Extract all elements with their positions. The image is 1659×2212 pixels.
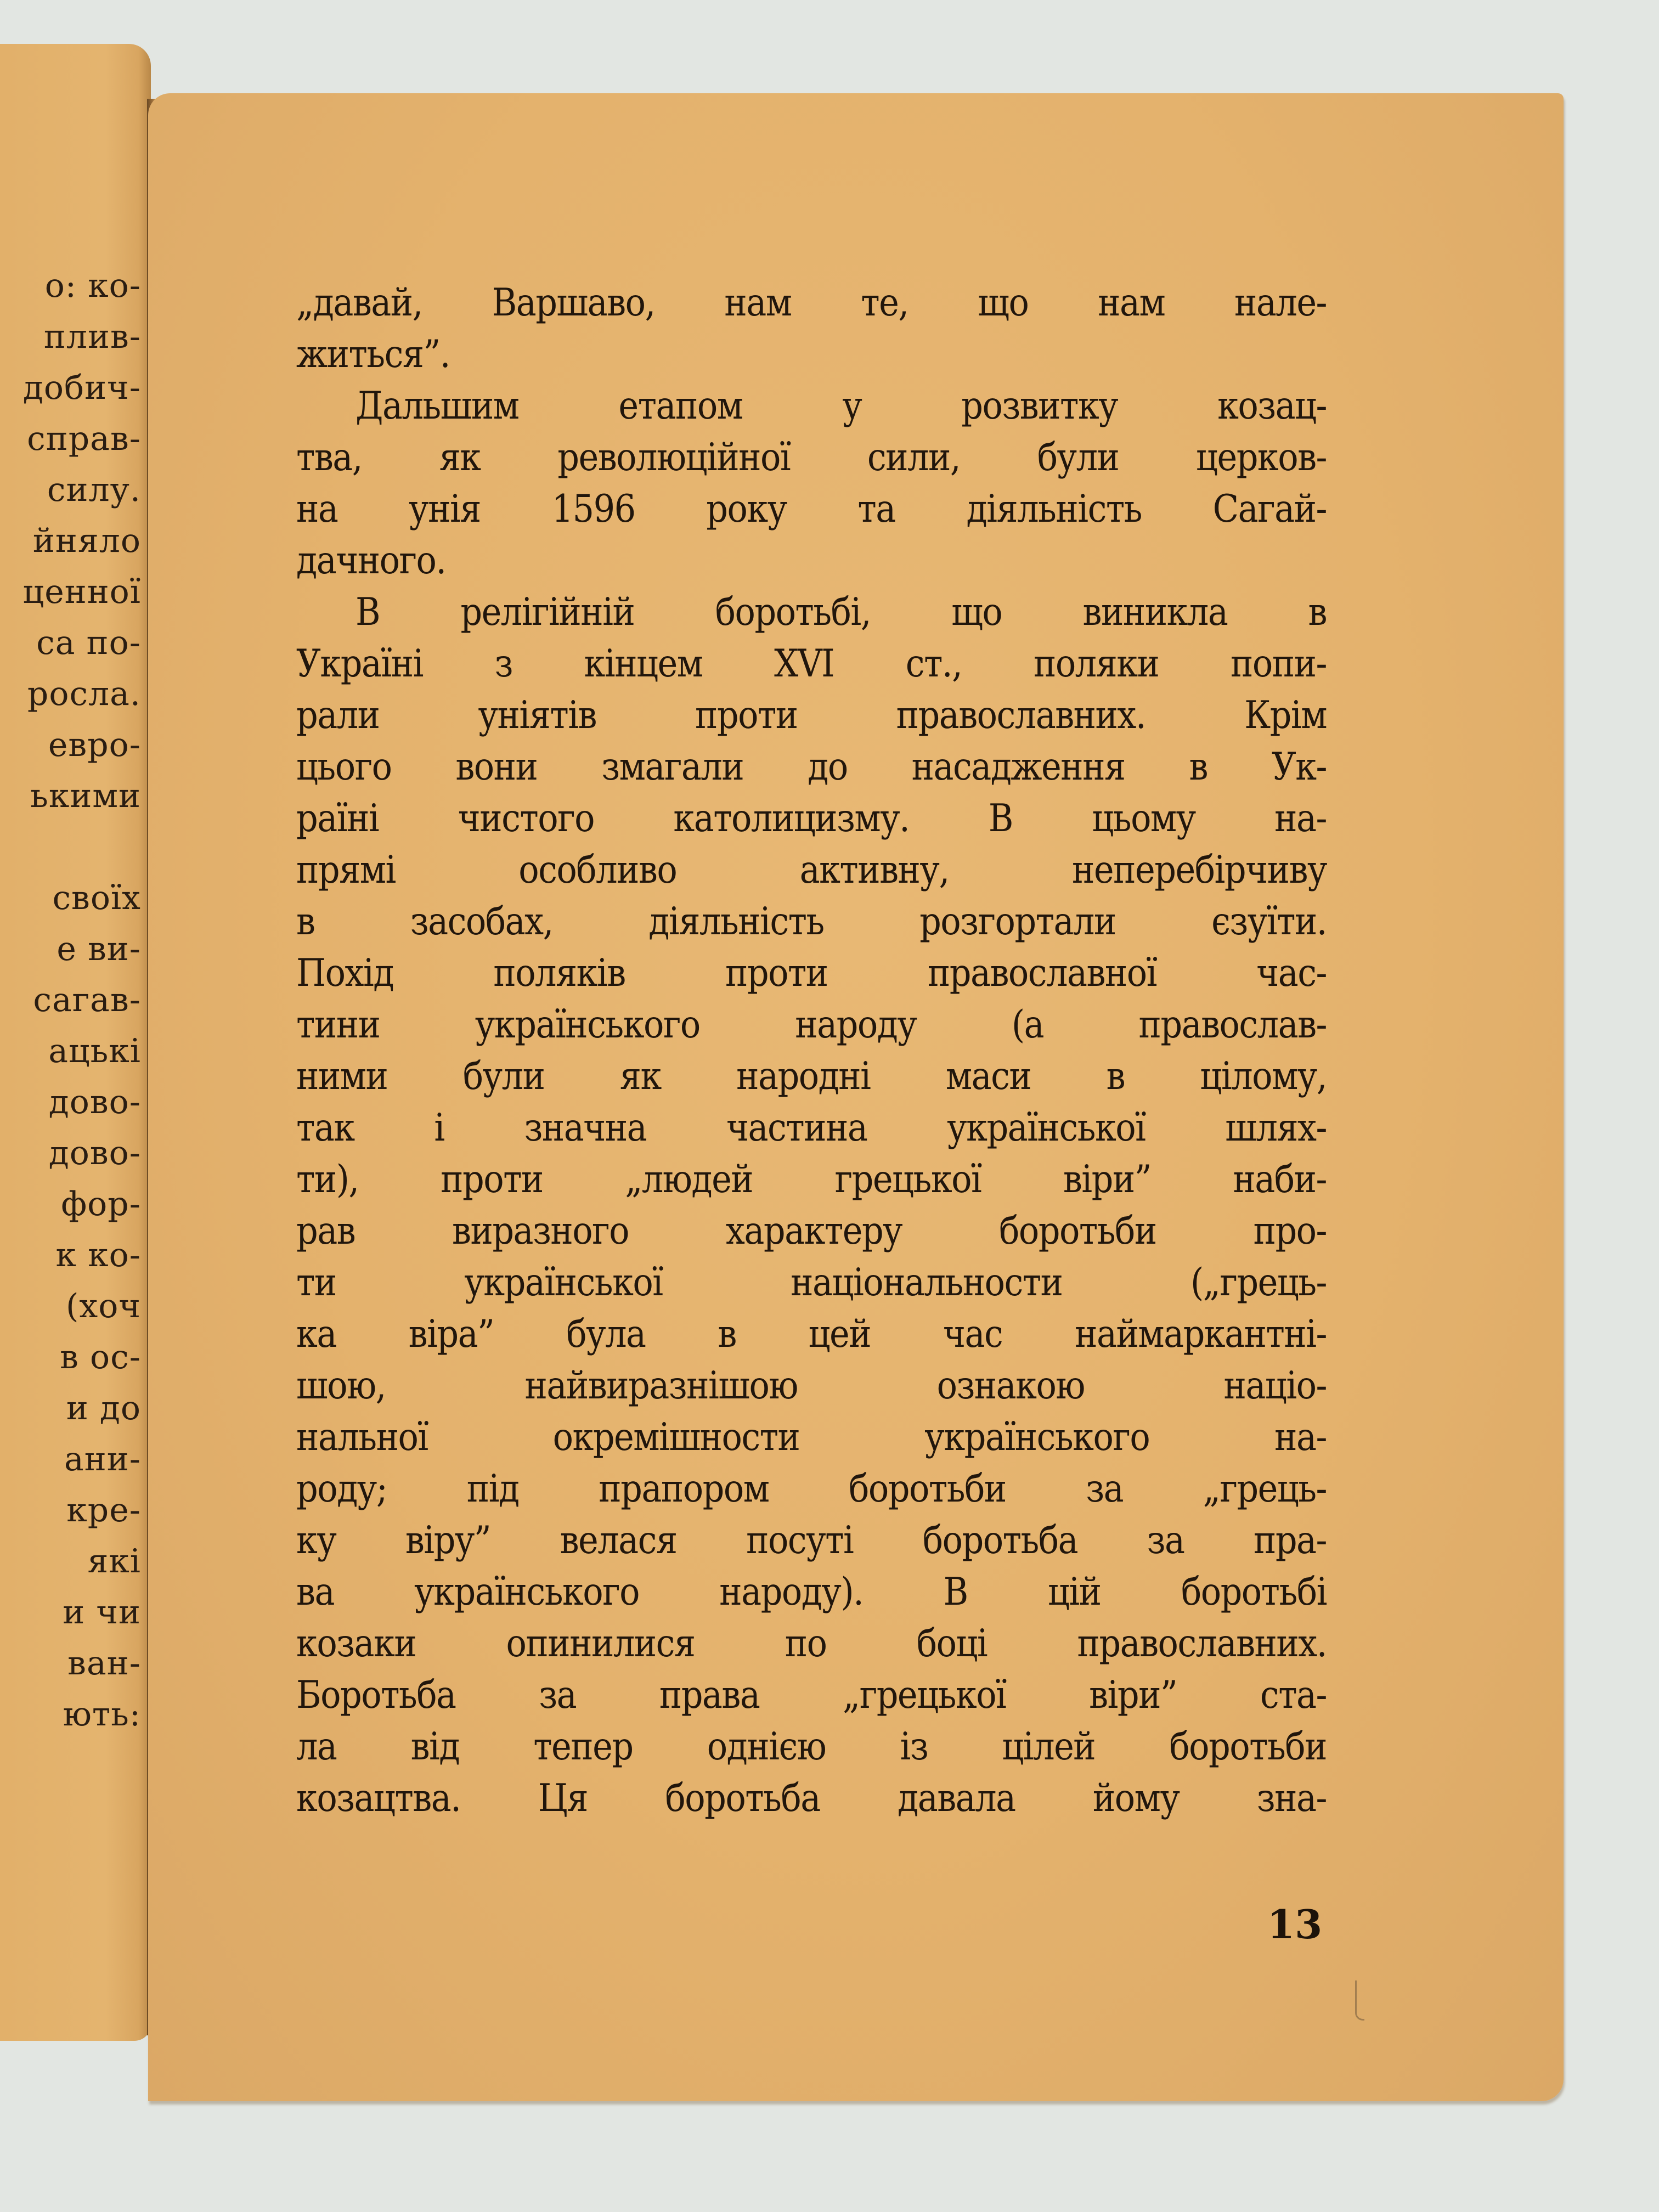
- text-line: В релігійній боротьбі, що виникла в: [356, 590, 1327, 634]
- text-line: на унія 1596 року та діяльність Сагай-: [296, 487, 1327, 531]
- left-text-fragment: своїх: [52, 879, 141, 917]
- text-line: козацтва. Ця боротьба давала йому зна-: [296, 1776, 1327, 1820]
- left-text-fragment: ють:: [63, 1695, 141, 1734]
- right-page: [148, 93, 1564, 2101]
- left-text-fragment: справ-: [27, 420, 141, 458]
- left-text-fragment: ван-: [67, 1644, 141, 1683]
- left-text-fragment: ани-: [64, 1440, 141, 1479]
- text-line: „давай, Варшаво, нам те, що нам нале-: [296, 281, 1327, 325]
- left-text-fragment: евро-: [48, 726, 141, 764]
- left-text-fragment: сагав-: [33, 981, 141, 1019]
- left-text-fragment: са по-: [36, 624, 141, 662]
- pencil-mark: [1355, 1980, 1364, 2021]
- text-line: прямі особливо активну, неперебірчиву: [296, 848, 1327, 892]
- left-text-fragment: к ко-: [55, 1236, 141, 1274]
- text-line: ними були як народні маси в цілому,: [296, 1054, 1327, 1098]
- text-line: ка віра” була в цей час наймаркантні-: [296, 1312, 1327, 1356]
- text-line: ти української національности („грець-: [296, 1261, 1327, 1305]
- text-line: Дальшим етапом у розвитку козац-: [356, 384, 1327, 428]
- text-line: дачного.: [296, 539, 446, 583]
- left-text-fragment: які: [87, 1542, 141, 1581]
- text-line: житься”.: [296, 332, 450, 376]
- text-line: ла від тепер однією із цілей боротьби: [296, 1725, 1327, 1769]
- text-line: раїні чистого католицизму. В цьому на-: [296, 797, 1327, 840]
- left-text-fragment: росла.: [27, 675, 141, 713]
- left-text-fragment: в ос-: [60, 1338, 141, 1376]
- text-line: ку віру” велася посуті боротьба за пра-: [296, 1519, 1327, 1562]
- left-text-fragment: фор-: [61, 1185, 141, 1223]
- text-line: рав виразного характеру боротьби про-: [296, 1209, 1327, 1253]
- left-text-fragment: [23, 822, 141, 873]
- left-text-fragment: (хоч: [65, 1287, 141, 1325]
- text-line: в засобах, діяльність розгортали єзуїти.: [296, 900, 1327, 944]
- text-line: тини українського народу (а православ-: [296, 1003, 1327, 1047]
- text-line: Україні з кінцем XVI ст., поляки попи-: [296, 642, 1327, 686]
- left-text-fragment: ценної: [22, 573, 141, 611]
- page-number: 13: [1267, 1901, 1323, 1948]
- text-line: нальної окремішности українського на-: [296, 1415, 1327, 1459]
- left-text-fragment: добич-: [22, 369, 141, 407]
- text-line: рали уніятів проти православних. Крім: [296, 693, 1327, 737]
- left-text-fragment: йняло: [32, 522, 141, 560]
- text-line: ва українського народу). В цій боротьбі: [296, 1570, 1327, 1614]
- left-text-fragment: дово-: [48, 1134, 141, 1172]
- text-line: роду; під прапором боротьби за „грець-: [296, 1467, 1327, 1511]
- left-text-fragment: е ви-: [57, 930, 141, 968]
- text-line: шою, найвиразнішою ознакою націо-: [296, 1364, 1327, 1408]
- left-text-fragment: и до: [66, 1389, 141, 1427]
- left-page: [0, 44, 151, 2041]
- left-text-fragment: о: ко-: [44, 267, 141, 305]
- left-text-fragment: ацькі: [48, 1032, 141, 1070]
- left-text-fragment: и чи: [63, 1593, 141, 1632]
- left-page-text-fragments: [23, 261, 141, 1740]
- left-text-fragment: силу.: [47, 471, 141, 509]
- text-line: Боротьба за права „грецької віри” ста-: [296, 1673, 1327, 1717]
- left-text-fragment: ькими: [30, 777, 141, 815]
- text-line: Похід поляків проти православної час-: [296, 951, 1327, 995]
- text-line: цього вони змагали до насадження в Ук-: [296, 745, 1327, 789]
- left-text-fragment: плив-: [43, 318, 141, 356]
- left-text-fragment: кре-: [66, 1491, 141, 1530]
- body-text: [296, 277, 1327, 1824]
- text-line: козаки опинилися по боці православних.: [296, 1622, 1327, 1666]
- text-line: тва, як революційної сили, були церков-: [296, 436, 1327, 479]
- text-line: ти), проти „людей грецької віри” наби-: [296, 1158, 1327, 1201]
- text-line: так і значна частина української шлях-: [296, 1106, 1327, 1150]
- left-text-fragment: дово-: [48, 1083, 141, 1121]
